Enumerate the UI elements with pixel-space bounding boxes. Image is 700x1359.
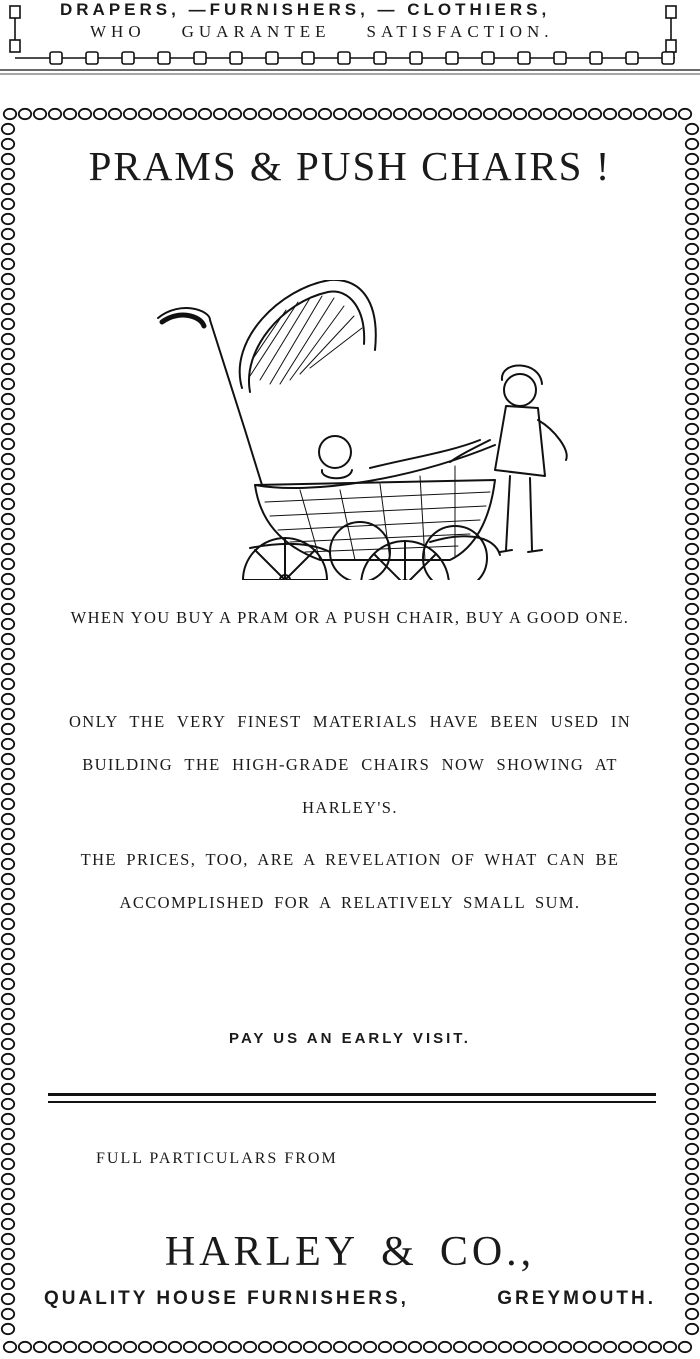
- border-bead: [2, 484, 14, 494]
- guarantee-word-satisfaction: SATISFACTION.: [366, 22, 554, 41]
- chain-link: [518, 52, 530, 64]
- border-bead: [2, 214, 14, 224]
- border-bead: [686, 889, 698, 899]
- border-bead: [686, 814, 698, 824]
- border-bead: [2, 124, 14, 134]
- border-bead: [686, 649, 698, 659]
- border-bead: [686, 784, 698, 794]
- border-bead: [2, 604, 14, 614]
- border-bead: [686, 874, 698, 884]
- border-bead: [686, 184, 698, 194]
- border-bead: [349, 109, 361, 119]
- border-bead: [64, 109, 76, 119]
- border-bead: [2, 664, 14, 674]
- guarantee-word-who: WHO: [90, 22, 146, 41]
- border-bead: [2, 424, 14, 434]
- border-bead: [686, 619, 698, 629]
- border-bead: [49, 109, 61, 119]
- footer-line: [44, 1288, 656, 1310]
- border-bead: [79, 109, 91, 119]
- border-bead: [2, 949, 14, 959]
- border-bead: [469, 1342, 481, 1352]
- border-bead: [686, 694, 698, 704]
- border-bead: [529, 109, 541, 119]
- border-bead: [259, 109, 271, 119]
- border-bead: [334, 1342, 346, 1352]
- border-bead: [379, 109, 391, 119]
- border-bead: [364, 1342, 376, 1352]
- border-bead: [289, 1342, 301, 1352]
- border-bead: [34, 109, 46, 119]
- border-bead: [2, 859, 14, 869]
- border-bead: [229, 1342, 241, 1352]
- border-bead: [19, 1342, 31, 1352]
- border-bead: [2, 184, 14, 194]
- border-bead: [529, 1342, 541, 1352]
- border-bead: [124, 109, 136, 119]
- border-bead: [686, 1084, 698, 1094]
- border-bead: [686, 514, 698, 524]
- border-bead: [686, 244, 698, 254]
- chain-link: [194, 52, 206, 64]
- border-bead: [589, 1342, 601, 1352]
- border-bead: [686, 1024, 698, 1034]
- border-bead: [229, 109, 241, 119]
- border-bead: [2, 289, 14, 299]
- border-bead: [686, 139, 698, 149]
- border-bead: [2, 1099, 14, 1109]
- border-bead: [2, 1309, 14, 1319]
- border-bead: [514, 1342, 526, 1352]
- chain-link: [446, 52, 458, 64]
- border-bead: [686, 1129, 698, 1139]
- border-bead: [94, 1342, 106, 1352]
- border-bead: [2, 709, 14, 719]
- border-bead: [686, 724, 698, 734]
- border-bead: [94, 109, 106, 119]
- border-bead: [2, 1189, 14, 1199]
- border-bead: [686, 604, 698, 614]
- border-bead: [2, 319, 14, 329]
- border-bead: [664, 109, 676, 119]
- border-bead: [214, 1342, 226, 1352]
- border-bead: [64, 1342, 76, 1352]
- border-bead: [686, 979, 698, 989]
- chain-link: [410, 52, 422, 64]
- border-bead: [686, 409, 698, 419]
- border-bead: [686, 1159, 698, 1169]
- border-bead: [154, 109, 166, 119]
- chain-link: [554, 52, 566, 64]
- border-bead: [439, 109, 451, 119]
- border-bead: [2, 814, 14, 824]
- company-name: [22, 1228, 678, 1276]
- border-bead: [2, 799, 14, 809]
- border-bead: [686, 589, 698, 599]
- border-bead: [124, 1342, 136, 1352]
- border-bead: [686, 739, 698, 749]
- border-bead: [686, 1309, 698, 1319]
- border-bead: [686, 859, 698, 869]
- double-rule-top: [48, 1093, 656, 1096]
- border-bead: [499, 109, 511, 119]
- border-bead: [2, 994, 14, 1004]
- border-bead: [454, 109, 466, 119]
- border-bead: [686, 304, 698, 314]
- border-bead: [2, 769, 14, 779]
- border-bead: [686, 559, 698, 569]
- border-bead: [394, 109, 406, 119]
- company-suffix: CO.,: [439, 1229, 536, 1275]
- border-bead: [169, 1342, 181, 1352]
- border-bead: [634, 109, 646, 119]
- border-bead: [686, 154, 698, 164]
- border-bead: [649, 1342, 661, 1352]
- border-bead: [686, 934, 698, 944]
- border-bead: [686, 1189, 698, 1199]
- pram-illustration: [150, 280, 570, 580]
- border-bead: [2, 259, 14, 269]
- border-bead: [2, 1084, 14, 1094]
- border-bead: [574, 109, 586, 119]
- border-bead: [2, 919, 14, 929]
- border-bead: [686, 799, 698, 809]
- border-bead: [686, 844, 698, 854]
- border-bead: [2, 1219, 14, 1229]
- border-bead: [2, 1114, 14, 1124]
- paragraph-good-one: WHEN YOU BUY A PRAM OR A PUSH CHAIR, BUY A GOOD ONE.: [70, 608, 630, 627]
- border-bead: [304, 109, 316, 119]
- border-bead: [409, 1342, 421, 1352]
- border-bead: [686, 274, 698, 284]
- border-bead: [686, 214, 698, 224]
- border-bead: [686, 994, 698, 1004]
- border-bead: [2, 1054, 14, 1064]
- border-bead: [686, 424, 698, 434]
- border-bead: [686, 1324, 698, 1334]
- border-bead: [686, 1204, 698, 1214]
- border-bead: [2, 349, 14, 359]
- border-bead: [686, 289, 698, 299]
- border-bead: [686, 1069, 698, 1079]
- border-bead: [349, 1342, 361, 1352]
- border-bead: [686, 484, 698, 494]
- border-bead: [244, 1342, 256, 1352]
- border-bead: [686, 709, 698, 719]
- border-bead: [2, 619, 14, 629]
- border-bead: [2, 1129, 14, 1139]
- tagline: QUALITY HOUSE FURNISHERS,: [44, 1288, 409, 1309]
- border-bead: [154, 1342, 166, 1352]
- border-bead: [2, 334, 14, 344]
- border-bead: [484, 109, 496, 119]
- border-bead: [686, 199, 698, 209]
- border-bead: [686, 904, 698, 914]
- border-bead: [2, 874, 14, 884]
- border-bead: [604, 109, 616, 119]
- headline: PRAMS & PUSH CHAIRS !: [88, 143, 612, 189]
- border-bead: [19, 109, 31, 119]
- double-rule-bottom: [48, 1101, 656, 1103]
- border-bead: [484, 1342, 496, 1352]
- border-bead: [2, 1024, 14, 1034]
- border-bead: [2, 754, 14, 764]
- chain-link: [374, 52, 386, 64]
- border-bead: [2, 364, 14, 374]
- border-bead: [2, 394, 14, 404]
- border-bead: [686, 1144, 698, 1154]
- border-bead: [2, 199, 14, 209]
- border-bead: [2, 154, 14, 164]
- border-bead: [2, 589, 14, 599]
- border-bead: [686, 439, 698, 449]
- town-name: GREYMOUTH.: [497, 1288, 656, 1309]
- border-bead: [686, 349, 698, 359]
- border-bead: [574, 1342, 586, 1352]
- border-bead: [439, 1342, 451, 1352]
- chain-link: [230, 52, 242, 64]
- border-bead: [686, 679, 698, 689]
- chain-link: [86, 52, 98, 64]
- border-bead: [686, 754, 698, 764]
- border-bead: [649, 109, 661, 119]
- border-bead: [559, 1342, 571, 1352]
- paragraph-finest-materials: ONLY THE VERY FINEST MATERIALS HAVE BEEN USED IN BUILDING THE HIGH-GRADE CHAIRS NOW SHOWING AT HARLEY'S.: [68, 712, 632, 817]
- border-bead: [686, 169, 698, 179]
- border-bead: [686, 364, 698, 374]
- border-bead: [2, 889, 14, 899]
- border-bead: [499, 1342, 511, 1352]
- border-bead: [686, 1294, 698, 1304]
- border-bead: [2, 1039, 14, 1049]
- border-bead: [214, 109, 226, 119]
- border-bead: [199, 109, 211, 119]
- border-bead: [2, 979, 14, 989]
- border-bead: [589, 109, 601, 119]
- advert-body: [22, 120, 678, 1335]
- border-bead: [379, 1342, 391, 1352]
- chain-link: [338, 52, 350, 64]
- border-bead: [686, 379, 698, 389]
- border-bead: [274, 1342, 286, 1352]
- border-bead: [139, 1342, 151, 1352]
- border-bead: [2, 649, 14, 659]
- border-bead: [2, 1324, 14, 1334]
- chain-link: [626, 52, 638, 64]
- border-bead: [686, 259, 698, 269]
- chain-link: [482, 52, 494, 64]
- border-bead: [634, 1342, 646, 1352]
- border-bead: [2, 469, 14, 479]
- border-bead: [686, 1174, 698, 1184]
- border-bead: [244, 109, 256, 119]
- border-bead: [2, 964, 14, 974]
- border-bead: [2, 169, 14, 179]
- border-bead: [2, 694, 14, 704]
- border-bead: [2, 274, 14, 284]
- particulars-line: FULL PARTICULARS FROM: [96, 1150, 338, 1167]
- border-bead: [139, 109, 151, 119]
- guarantee-word-guarantee: GUARANTEE: [181, 22, 331, 41]
- border-bead: [2, 229, 14, 239]
- border-bead: [2, 844, 14, 854]
- border-bead: [686, 394, 698, 404]
- border-bead: [409, 109, 421, 119]
- border-bead: [304, 1342, 316, 1352]
- border-bead: [334, 109, 346, 119]
- border-bead: [454, 1342, 466, 1352]
- chain-link: [266, 52, 278, 64]
- chain-link: [302, 52, 314, 64]
- border-bead: [2, 439, 14, 449]
- border-bead: [2, 784, 14, 794]
- border-bead: [544, 1342, 556, 1352]
- border-bead: [319, 109, 331, 119]
- border-bead: [424, 109, 436, 119]
- border-bead: [686, 1219, 698, 1229]
- border-bead: [109, 109, 121, 119]
- border-bead: [686, 469, 698, 479]
- border-bead: [2, 409, 14, 419]
- border-bead: [2, 724, 14, 734]
- border-bead: [394, 1342, 406, 1352]
- border-bead: [686, 124, 698, 134]
- border-bead: [2, 829, 14, 839]
- border-bead: [686, 1039, 698, 1049]
- border-bead: [169, 109, 181, 119]
- guarantee-line: [90, 22, 630, 42]
- trade-line: DRAPERS, —FURNISHERS, — CLOTHIERS,: [60, 0, 551, 19]
- border-bead: [2, 559, 14, 569]
- border-bead: [2, 679, 14, 689]
- border-bead: [4, 109, 16, 119]
- border-bead: [2, 904, 14, 914]
- border-bead: [184, 1342, 196, 1352]
- border-bead: [604, 1342, 616, 1352]
- chain-link: [158, 52, 170, 64]
- border-bead: [2, 1144, 14, 1154]
- border-bead: [49, 1342, 61, 1352]
- border-bead: [364, 109, 376, 119]
- paragraph-prices: THE PRICES, TOO, ARE A REVELATION OF WHAT CAN BE ACCOMPLISHED FOR A RELATIVELY SMALL SUM.: [80, 850, 620, 912]
- border-bead: [544, 109, 556, 119]
- border-bead: [2, 514, 14, 524]
- border-bead: [686, 1099, 698, 1109]
- border-bead: [2, 1279, 14, 1289]
- border-bead: [686, 1234, 698, 1244]
- border-bead: [319, 1342, 331, 1352]
- company-ampersand: &: [381, 1229, 418, 1275]
- border-bead: [686, 664, 698, 674]
- border-bead: [2, 499, 14, 509]
- border-bead: [619, 109, 631, 119]
- border-bead: [2, 544, 14, 554]
- border-bead: [686, 829, 698, 839]
- border-bead: [34, 1342, 46, 1352]
- border-bead: [259, 1342, 271, 1352]
- border-bead: [686, 334, 698, 344]
- border-bead: [686, 634, 698, 644]
- border-bead: [4, 1342, 16, 1352]
- border-bead: [686, 1249, 698, 1259]
- border-bead: [514, 109, 526, 119]
- border-bead: [2, 739, 14, 749]
- border-bead: [2, 1069, 14, 1079]
- border-bead: [559, 109, 571, 119]
- border-bead: [2, 634, 14, 644]
- border-bead: [619, 1342, 631, 1352]
- chain-link: [590, 52, 602, 64]
- border-bead: [2, 454, 14, 464]
- border-bead: [679, 109, 691, 119]
- border-bead: [2, 1264, 14, 1274]
- border-bead: [686, 319, 698, 329]
- border-bead: [686, 454, 698, 464]
- call-to-action: PAY US AN EARLY VISIT.: [229, 1030, 471, 1047]
- border-bead: [679, 1342, 691, 1352]
- border-bead: [2, 1234, 14, 1244]
- border-bead: [686, 919, 698, 929]
- chain-link: [122, 52, 134, 64]
- border-bead: [686, 544, 698, 554]
- border-bead: [2, 304, 14, 314]
- border-bead: [686, 574, 698, 584]
- border-bead: [686, 1114, 698, 1124]
- border-bead: [109, 1342, 121, 1352]
- border-bead: [424, 1342, 436, 1352]
- border-bead: [2, 1204, 14, 1214]
- border-bead: [2, 244, 14, 254]
- border-bead: [289, 109, 301, 119]
- border-bead: [2, 574, 14, 584]
- border-bead: [184, 109, 196, 119]
- chain-link: [662, 52, 674, 64]
- border-bead: [2, 529, 14, 539]
- border-bead: [686, 769, 698, 779]
- border-bead: [686, 949, 698, 959]
- border-bead: [2, 1009, 14, 1019]
- border-bead: [2, 1159, 14, 1169]
- border-bead: [2, 379, 14, 389]
- border-bead: [686, 1279, 698, 1289]
- border-bead: [686, 499, 698, 509]
- border-bead: [2, 1249, 14, 1259]
- border-bead: [686, 1054, 698, 1064]
- border-bead: [2, 1294, 14, 1304]
- company-name-main: HARLEY: [164, 1229, 360, 1275]
- border-bead: [686, 229, 698, 239]
- border-bead: [686, 1264, 698, 1274]
- border-bead: [686, 1009, 698, 1019]
- border-bead: [686, 964, 698, 974]
- border-bead: [469, 109, 481, 119]
- border-bead: [2, 1174, 14, 1184]
- border-bead: [79, 1342, 91, 1352]
- border-bead: [2, 139, 14, 149]
- border-bead: [664, 1342, 676, 1352]
- border-bead: [199, 1342, 211, 1352]
- chain-link: [50, 52, 62, 64]
- border-bead: [2, 934, 14, 944]
- previous-advert-banner: [0, 0, 700, 78]
- border-bead: [274, 109, 286, 119]
- border-bead: [686, 529, 698, 539]
